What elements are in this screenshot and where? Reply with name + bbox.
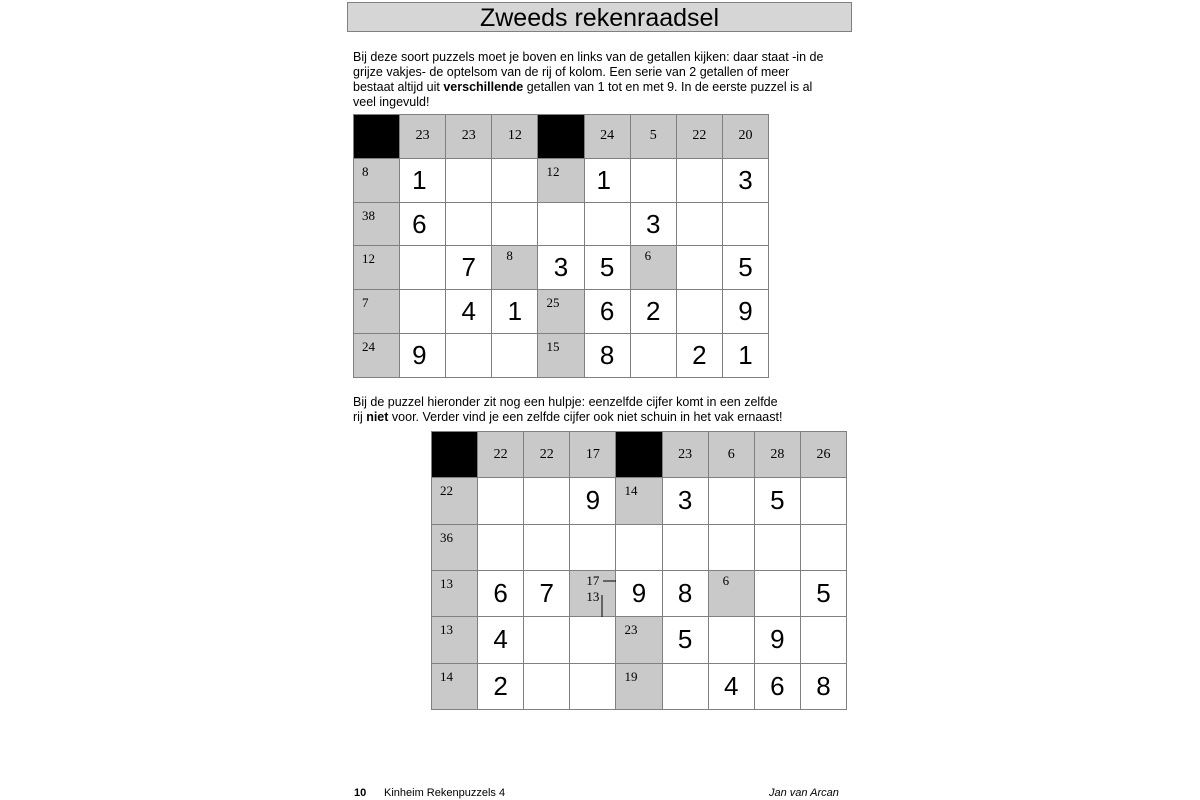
cell-digit: 4 xyxy=(461,296,476,327)
row-sum-label: 8 xyxy=(362,163,369,179)
row-sum-label: 36 xyxy=(440,529,453,545)
cell-digit: 5 xyxy=(816,578,831,609)
row-sum-label: 23 xyxy=(624,622,638,638)
row-sum-cell xyxy=(538,290,584,334)
column-sum-cell xyxy=(630,115,676,159)
filled-cell xyxy=(584,246,630,290)
row-sum-label: 24 xyxy=(362,339,375,355)
column-sum-label: 23 xyxy=(415,128,430,144)
filled-cell xyxy=(478,570,524,616)
intro-line-1: Bij deze soort puzzels moet je boven en links van de getallen kijken: daar staat -in de xyxy=(353,50,824,64)
column-sum-cell xyxy=(754,432,800,478)
cell-digit: 1 xyxy=(738,340,753,371)
column-sum-label: 22 xyxy=(539,446,554,462)
intro-bold-word: verschillende xyxy=(443,80,524,94)
row-sum-label: 38 xyxy=(362,207,375,223)
cell-digit: 9 xyxy=(631,578,647,609)
empty-cell xyxy=(524,663,570,709)
intro-line-4: veel ingevuld! xyxy=(353,95,430,109)
filled-cell xyxy=(708,663,754,709)
empty-cell xyxy=(570,617,616,663)
cell-digit: 9 xyxy=(770,624,785,655)
cell-digit: 3 xyxy=(738,164,753,195)
empty-cell xyxy=(708,617,754,663)
row-sum-label: 12 xyxy=(362,251,375,267)
cell-digit: 1 xyxy=(507,296,523,327)
row-sum-label: 19 xyxy=(624,668,638,684)
filled-cell xyxy=(662,617,708,663)
filled-cell xyxy=(584,334,630,378)
hint-line-1: Bij de puzzel hieronder zit nog een hulpje: eenzelfde cijfer komt in een zelfde xyxy=(353,395,778,409)
split-clue-cell xyxy=(570,570,616,616)
column-sum-label: 12 xyxy=(507,128,522,144)
empty-cell xyxy=(722,202,768,246)
cell-digit: 6 xyxy=(770,670,785,701)
grid-row xyxy=(354,290,769,334)
filled-cell xyxy=(446,246,492,290)
column-sum-label: 22 xyxy=(493,446,508,462)
row-sum-label: 13 xyxy=(440,622,453,638)
grid-row xyxy=(432,524,847,570)
row-sum-label: 7 xyxy=(362,295,369,311)
grid-row xyxy=(354,158,769,202)
direction-arrows-icon xyxy=(570,571,616,617)
filled-cell xyxy=(584,290,630,334)
hint-bold-word: niet xyxy=(366,410,389,424)
filled-cell xyxy=(584,158,630,202)
cell-digit: 6 xyxy=(412,208,427,239)
column-sum-cell xyxy=(584,115,630,159)
black-corner-cell xyxy=(432,432,478,478)
filled-cell xyxy=(800,663,846,709)
page-title: Zweeds rekenraadsel xyxy=(347,2,852,32)
column-sum-cell xyxy=(524,432,570,478)
column-sum-label: 22 xyxy=(692,128,707,144)
row-sum-label: 14 xyxy=(440,668,453,684)
row-sum-cell xyxy=(616,663,662,709)
puzzle-grid-1 xyxy=(353,114,769,378)
filled-cell xyxy=(754,478,800,524)
filled-cell xyxy=(754,617,800,663)
column-sum-cell xyxy=(800,432,846,478)
grid-row xyxy=(354,202,769,246)
empty-cell xyxy=(676,158,722,202)
cell-digit: 7 xyxy=(539,578,554,609)
hint-line-2: rij niet voor. Verder vind je een zelfde cijfer ook niet schuin in het vak ernaast! xyxy=(353,410,783,424)
empty-cell xyxy=(630,158,676,202)
filled-cell xyxy=(400,334,446,378)
row-sum-cell xyxy=(616,478,662,524)
grid-row xyxy=(432,570,847,616)
row-sum-cell xyxy=(432,663,478,709)
row-sum-cell xyxy=(616,617,662,663)
cell-digit: 6 xyxy=(493,578,508,609)
column-sum-label: 26 xyxy=(816,446,831,462)
empty-cell xyxy=(800,524,846,570)
empty-cell xyxy=(446,202,492,246)
grid-row xyxy=(432,478,847,524)
empty-cell xyxy=(676,290,722,334)
row-sum-label: 14 xyxy=(624,483,638,499)
cell-digit: 4 xyxy=(493,624,508,655)
filled-cell xyxy=(662,478,708,524)
cell-digit: 3 xyxy=(553,252,569,283)
cell-digit: 3 xyxy=(677,485,693,516)
column-sum-cell xyxy=(446,115,492,159)
empty-cell xyxy=(800,617,846,663)
column-sum-cell xyxy=(478,432,524,478)
filled-cell xyxy=(400,202,446,246)
cell-digit: 5 xyxy=(677,624,693,655)
empty-cell xyxy=(400,246,446,290)
cell-digit: 8 xyxy=(816,670,831,701)
row-sum-cell xyxy=(538,158,584,202)
row-sum-label: 8 xyxy=(506,248,513,264)
column-sum-cell xyxy=(722,115,768,159)
right-sum-label: 17 xyxy=(586,572,600,588)
empty-cell xyxy=(524,617,570,663)
black-corner-cell xyxy=(616,432,662,478)
filled-cell xyxy=(478,663,524,709)
empty-cell xyxy=(446,334,492,378)
column-sum-label: 5 xyxy=(649,128,657,144)
row-sum-cell xyxy=(432,617,478,663)
puzzle-grid-2 xyxy=(431,431,847,710)
book-title: Kinheim Rekenpuzzels 4 xyxy=(384,787,506,799)
row-sum-label: 6 xyxy=(722,572,730,588)
filled-cell xyxy=(478,617,524,663)
column-sum-cell xyxy=(492,115,538,159)
empty-cell xyxy=(584,202,630,246)
cell-digit: 9 xyxy=(585,485,601,516)
grid-row xyxy=(354,115,769,159)
empty-cell xyxy=(676,202,722,246)
cell-digit: 3 xyxy=(645,208,661,239)
black-corner-cell xyxy=(354,115,400,159)
empty-cell xyxy=(492,158,538,202)
cell-digit: 5 xyxy=(599,252,615,283)
black-corner-cell xyxy=(538,115,584,159)
row-sum-cell xyxy=(432,570,478,616)
filled-cell xyxy=(400,158,446,202)
filled-cell xyxy=(722,158,768,202)
intro-paragraph xyxy=(353,50,853,110)
filled-cell xyxy=(722,290,768,334)
empty-cell xyxy=(708,524,754,570)
cell-digit: 1 xyxy=(412,164,427,195)
row-sum-cell xyxy=(630,246,676,290)
empty-cell xyxy=(754,524,800,570)
cell-digit: 9 xyxy=(738,296,753,327)
grid-row xyxy=(432,617,847,663)
row-sum-cell xyxy=(354,158,400,202)
cell-digit: 1 xyxy=(596,164,612,195)
column-sum-label: 17 xyxy=(585,446,600,462)
empty-cell xyxy=(662,524,708,570)
filled-cell xyxy=(570,478,616,524)
intro-line-2: grijze vakjes- de optelsom van de rij of kolom. Een serie van 2 getallen of meer xyxy=(353,65,790,79)
row-sum-label: 13 xyxy=(440,575,453,591)
filled-cell xyxy=(754,663,800,709)
row-sum-label: 15 xyxy=(546,339,560,355)
row-sum-cell xyxy=(354,290,400,334)
empty-cell xyxy=(754,570,800,616)
page-number: 10 xyxy=(354,787,367,799)
grid-row xyxy=(432,432,847,478)
filled-cell xyxy=(630,290,676,334)
cell-digit: 6 xyxy=(599,296,615,327)
author-name: Jan van Arcan xyxy=(769,787,839,799)
row-sum-label: 22 xyxy=(440,483,453,499)
empty-cell xyxy=(662,663,708,709)
cell-digit: 2 xyxy=(493,670,508,701)
column-sum-label: 6 xyxy=(727,446,735,462)
filled-cell xyxy=(676,334,722,378)
grid-row xyxy=(432,663,847,709)
column-sum-cell xyxy=(400,115,446,159)
column-sum-label: 23 xyxy=(461,128,476,144)
column-sum-label: 24 xyxy=(600,128,615,144)
empty-cell xyxy=(708,478,754,524)
hint-paragraph xyxy=(353,395,853,425)
filled-cell xyxy=(446,290,492,334)
empty-cell xyxy=(630,334,676,378)
empty-cell xyxy=(676,246,722,290)
row-sum-cell xyxy=(432,524,478,570)
filled-cell xyxy=(722,246,768,290)
row-sum-cell xyxy=(708,570,754,616)
empty-cell xyxy=(478,478,524,524)
cell-digit: 8 xyxy=(677,578,693,609)
filled-cell xyxy=(492,290,538,334)
row-sum-label: 25 xyxy=(546,295,560,311)
grid-row xyxy=(354,246,769,290)
filled-cell xyxy=(616,570,662,616)
filled-cell xyxy=(630,202,676,246)
row-sum-cell xyxy=(354,334,400,378)
grid-row xyxy=(354,334,769,378)
column-sum-label: 20 xyxy=(738,128,753,144)
empty-cell xyxy=(478,524,524,570)
cell-digit: 4 xyxy=(723,670,739,701)
row-sum-cell xyxy=(354,202,400,246)
cell-digit: 9 xyxy=(412,340,427,371)
cell-digit: 2 xyxy=(692,340,707,371)
filled-cell xyxy=(538,246,584,290)
row-sum-cell xyxy=(354,246,400,290)
intro-line-3: bestaat altijd uit verschillende getallen van 1 tot en met 9. In de eerste puzzel is al xyxy=(353,80,813,94)
empty-cell xyxy=(570,663,616,709)
column-sum-cell xyxy=(662,432,708,478)
empty-cell xyxy=(492,334,538,378)
empty-cell xyxy=(800,478,846,524)
empty-cell xyxy=(492,202,538,246)
row-sum-label: 6 xyxy=(644,248,652,264)
filled-cell xyxy=(524,570,570,616)
row-sum-cell xyxy=(432,478,478,524)
column-sum-label: 23 xyxy=(678,446,693,462)
empty-cell xyxy=(538,202,584,246)
empty-cell xyxy=(446,158,492,202)
cell-digit: 5 xyxy=(738,252,753,283)
row-sum-label: 12 xyxy=(546,163,560,179)
filled-cell xyxy=(722,334,768,378)
column-sum-label: 28 xyxy=(770,446,785,462)
empty-cell xyxy=(616,524,662,570)
empty-cell xyxy=(524,524,570,570)
row-sum-cell xyxy=(492,246,538,290)
down-sum-label: 13 xyxy=(586,588,600,604)
cell-digit: 2 xyxy=(645,296,661,327)
column-sum-cell xyxy=(708,432,754,478)
empty-cell xyxy=(400,290,446,334)
empty-cell xyxy=(570,524,616,570)
row-sum-cell xyxy=(538,334,584,378)
column-sum-cell xyxy=(570,432,616,478)
column-sum-cell xyxy=(676,115,722,159)
empty-cell xyxy=(524,478,570,524)
filled-cell xyxy=(800,570,846,616)
filled-cell xyxy=(662,570,708,616)
cell-digit: 8 xyxy=(599,340,615,371)
cell-digit: 5 xyxy=(770,485,785,516)
cell-digit: 7 xyxy=(461,252,476,283)
